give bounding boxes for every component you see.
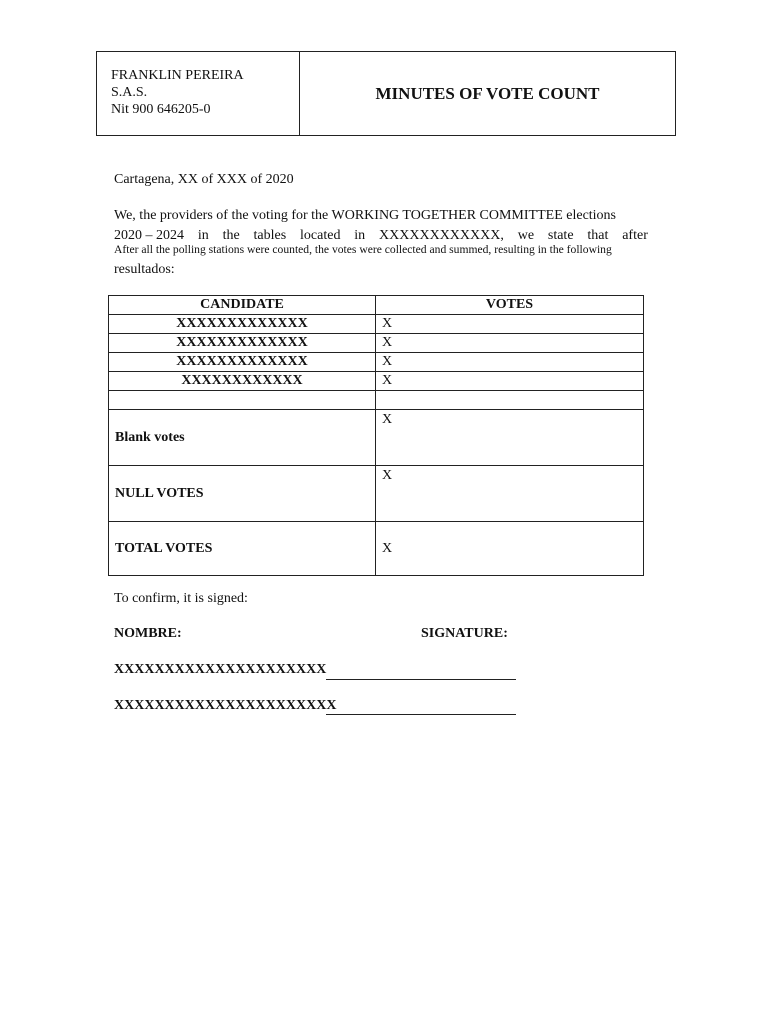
name-label: NOMBRE: [114,626,182,641]
votes-header: VOTES [376,296,644,315]
signature-label: SIGNATURE: [421,626,508,641]
vote-table [108,295,644,576]
intro-word: tables [253,228,287,243]
null-votes-value: X [376,466,644,522]
intro-word: the [222,228,240,243]
votes-cell: X [376,372,644,391]
document-title: MINUTES OF VOTE COUNT [375,83,600,103]
empty-row [109,391,644,410]
table-header-row [109,296,644,315]
table-row [109,353,644,372]
total-votes-value: X [376,522,644,576]
intro-line-3: After all the polling stations were counted, the votes were collected and summed, resulting in the following [114,243,612,256]
company-type: S.A.S. [111,85,148,100]
company-info [111,67,244,114]
candidate-cell: XXXXXXXXXXXXX [109,353,376,372]
votes-cell: X [376,334,644,353]
intro-word: in [197,228,209,243]
intro-paragraph [114,206,648,246]
intro-word: we [517,228,535,243]
table-row [109,372,644,391]
intro-line-4: resultados: [114,262,175,277]
intro-word: in [354,228,366,243]
empty-cell [109,391,376,410]
candidate-cell: XXXXXXXXXXXX [109,372,376,391]
document-header [96,51,676,136]
total-votes-row [109,522,644,576]
candidate-cell: XXXXXXXXXXXXX [109,334,376,353]
signer-2-name: XXXXXXXXXXXXXXXXXXXXXX [114,698,337,713]
total-votes-label: TOTAL VOTES [109,522,376,576]
table-row [109,315,644,334]
intro-word: located [300,228,341,243]
intro-word: state [547,228,574,243]
blank-votes-label: Blank votes [109,410,376,466]
votes-cell: X [376,315,644,334]
intro-word: XXXXXXXXXXXX, [379,228,504,243]
confirm-text: To confirm, it is signed: [114,591,248,606]
company-name: FRANKLIN PEREIRA [111,68,244,83]
blank-votes-value: X [376,410,644,466]
blank-votes-row [109,410,644,466]
signature-line-1 [326,679,516,680]
intro-word: that [587,228,609,243]
signature-line-2 [326,714,516,715]
intro-line-1: We, the providers of the voting for the WORKING TOGETHER COMMITTEE elections [114,208,617,223]
signer-1-name: XXXXXXXXXXXXXXXXXXXXX [114,662,327,677]
place-date: Cartagena, XX of XXX of 2020 [114,172,294,187]
votes-cell: X [376,353,644,372]
intro-word: after [622,228,648,243]
candidate-cell: XXXXXXXXXXXXX [109,315,376,334]
empty-cell [376,391,644,410]
null-votes-label: NULL VOTES [109,466,376,522]
company-nit: Nit 900 646205-0 [111,102,211,114]
candidate-header: CANDIDATE [109,296,376,315]
null-votes-row [109,466,644,522]
table-row [109,334,644,353]
intro-word: 2020 – 2024 [114,228,184,243]
company-cell [97,52,300,135]
